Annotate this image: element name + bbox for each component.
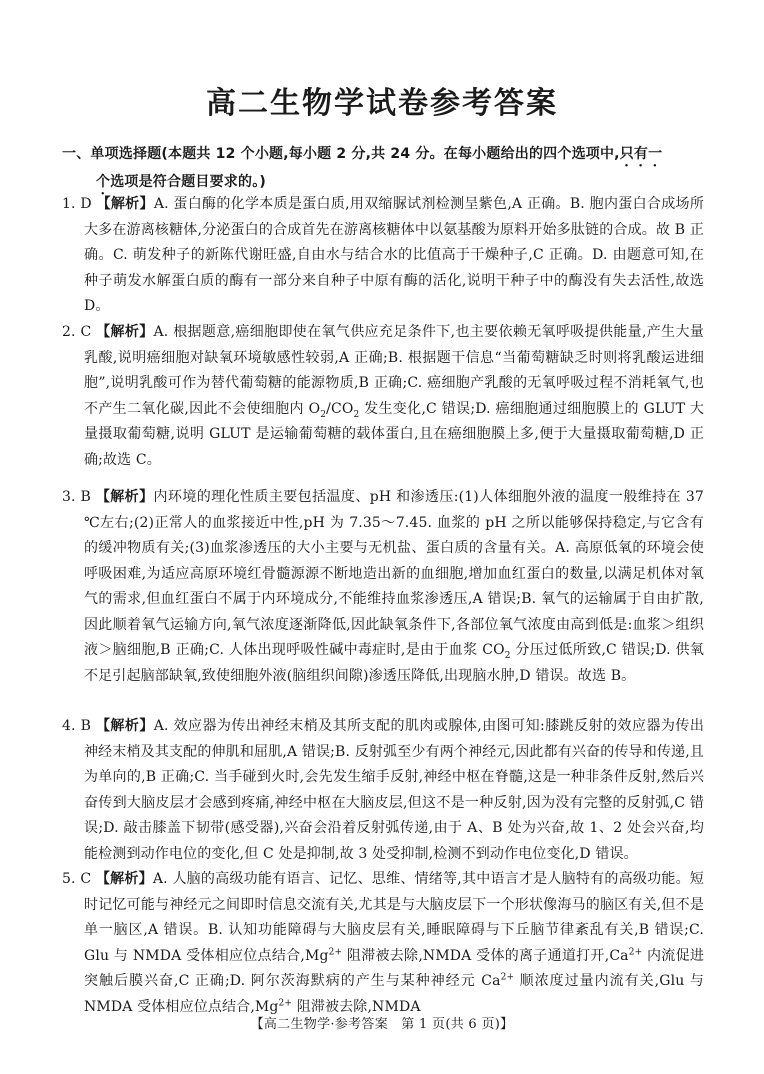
superscript: 2+ <box>500 972 515 983</box>
question-text: A. 效应器为传出神经末梢及其所支配的肌肉或腺体,由图可知:膝跳反射的效应器为传出神经末梢及其支配的伸肌和屈肌,A 错误;B. 反射弧至少有两个神经元,因此都有兴奋的传导和传递,且为单向的,B 正确;C. 当手碰到火时,会先发生缩手反射,神经中枢在脊髓,这是一种非条件反射,然后兴奋传到大脑皮层才会感到疼痛,神经中枢在大脑皮层,但这不是一种反射,因为没有完整的反射弧,C 错误;D. 敲击膝盖下韧带(感受器),兴奋会沿着反射弧传递,由于 A、B 处为兴奋,故 1、2 处会兴奋,均能检测到动作电位的变化,但 C 处是抑制,故 3 处受抑制,检测不到动作电位变化,D 错误。 <box>84 718 704 862</box>
question-number: 3. B <box>62 489 91 505</box>
question-3 <box>62 485 704 689</box>
subscript: 2 <box>353 409 360 420</box>
question-5 <box>62 867 704 1020</box>
analysis-tag: 【解析】 <box>95 718 154 734</box>
question-text: /CO <box>326 400 354 417</box>
analysis-tag: 【解析】 <box>96 196 154 212</box>
section-line2: 选项是符合题目要求的。) <box>110 174 267 190</box>
question-text: 阻滞被去除,NMDA <box>292 998 421 1015</box>
section-line1: 一、单项选择题(本题共 12 个小题,每小题 2 分,共 24 分。在每小题给出的四个选项中, <box>62 146 620 162</box>
subscript: 2 <box>320 409 327 420</box>
question-text: A. 根据题意,癌细胞即使在氧气供应充足条件下,也主要依赖无氧呼吸提供能量,产生大量乳酸,说明癌细胞对缺氧环境敏感性较弱,A 正确;B. 根据题干信息“当葡萄糖缺乏时则将乳酸运进细胞”,说明乳酸可作为替代葡萄糖的能源物质,B 正确;C. 癌细胞产乳酸的无氧呼吸过程不消耗氧气,也不产生二氧化碳,因此不会使细胞内 O <box>84 324 704 417</box>
question-text: 发生变化,C 错误;D. 癌细胞通过细胞膜上的 GLUT 大量摄取葡萄糖,说明 GLUT 是运输葡萄糖的载体蛋白,且在癌细胞膜上多,便于大量摄取葡萄糖,D 正确;故选 C。 <box>84 400 705 468</box>
section-emphasis-1: 只有一 <box>619 146 663 162</box>
analysis-tag: 【解析】 <box>96 324 154 340</box>
subscript: 2 <box>504 650 511 661</box>
question-4 <box>62 714 704 867</box>
analysis-tag: 【解析】 <box>95 489 154 505</box>
question-number: 4. B <box>62 718 92 734</box>
question-2 <box>62 320 704 473</box>
page-footer: 【高二生物学·参考答案 第 1 页(共 6 页)】 <box>250 1017 514 1032</box>
section-emphasis-2: 个 <box>96 174 111 190</box>
question-text: A. 蛋白酶的化学本质是蛋白质,用双缩脲试剂检测呈紫色,A 正确。B. 胞内蛋白合成场所大多在游离核糖体,分泌蛋白的合成首先在游离核糖体中以氨基酸为原料开始多肽链的合成。故 B 正确。C. 萌发种子的新陈代谢旺盛,自由水与结合水的比值高于干燥种子,C 正确。D. 由题意可知,在种子萌发水解蛋白质的酶有一部分来自种子中原有酶的活化,说明干种子中的酶没有失去活性,故选 D。 <box>84 196 704 314</box>
question-text: 内流促进突触后膜兴奋,C 正确;D. 阿尔茨海默病的产生与某种神经元 Ca <box>84 947 704 989</box>
question-number: 5. C <box>62 871 92 887</box>
question-text: 分压过低所致,C 错误;D. 供氧不足引起脑部缺氧,致使细胞外液(脑组织间隙)渗透压降低,出现脑水肿,D 错误。故选 B。 <box>84 642 705 684</box>
question-text: 阻滞被去除,NMDA 受体的离子通道打开,Ca <box>342 947 629 964</box>
page-title: 高二生物学试卷参考答案 <box>206 86 558 121</box>
analysis-tag: 【解析】 <box>95 871 153 887</box>
question-number: 1. D <box>62 196 92 212</box>
question-text: A. 人脑的高级功能有语言、记忆、思维、情绪等,其中语言才是人脑特有的高级功能。短时记忆可能与神经元之间即时信息交流有关,尤其是与大脑皮层下一个形状像海马的脑区有关,但不是单一脑区,A 错误。B. 认知功能障碍与大脑皮层有关,睡眠障碍与下丘脑节律紊乱有关,B 错误;C. Glu 与 NMDA 受体相应位点结合,Mg <box>84 871 704 964</box>
question-1 <box>62 192 704 320</box>
question-text: 顺浓度过量内流有关,Glu 与 NMDA 受体相应位点结合,Mg <box>84 973 704 1015</box>
question-number: 2. C <box>62 324 92 340</box>
question-text: 内环境的理化性质主要包括温度、pH 和渗透压:(1)人体细胞外液的温度一般维持在 37 ℃左右;(2)正常人的血浆接近中性,pH 为 7.35～7.45. 血浆的 pH 之所以能够保持稳定,与它含有的缓冲物质有关;(3)血浆渗透压的大小主要与无机盐、蛋白质的含量有关。A. 高原低氧的环境会使呼吸困难,为适应高原环境红骨髓源源不断地造出新的血细胞,增加血红蛋白的数量,以满足机体对氧气的需求,但血红蛋白不属于内环境成分,不能维持血浆渗透压,A 错误;B. 氧气的运输属于自由扩散,因此顺着氧气运输方向,氧气浓度逐渐降低,因此缺氧条件下,各部位氧气浓度由高到低是:血浆＞组织液＞脑细胞,B 正确;C. 人体出现呼吸性碱中毒症时,是由于血浆 CO <box>84 489 704 658</box>
superscript: 2+ <box>278 997 293 1008</box>
superscript: 2+ <box>628 946 643 957</box>
superscript: 2+ <box>328 946 343 957</box>
section-heading <box>62 142 702 198</box>
